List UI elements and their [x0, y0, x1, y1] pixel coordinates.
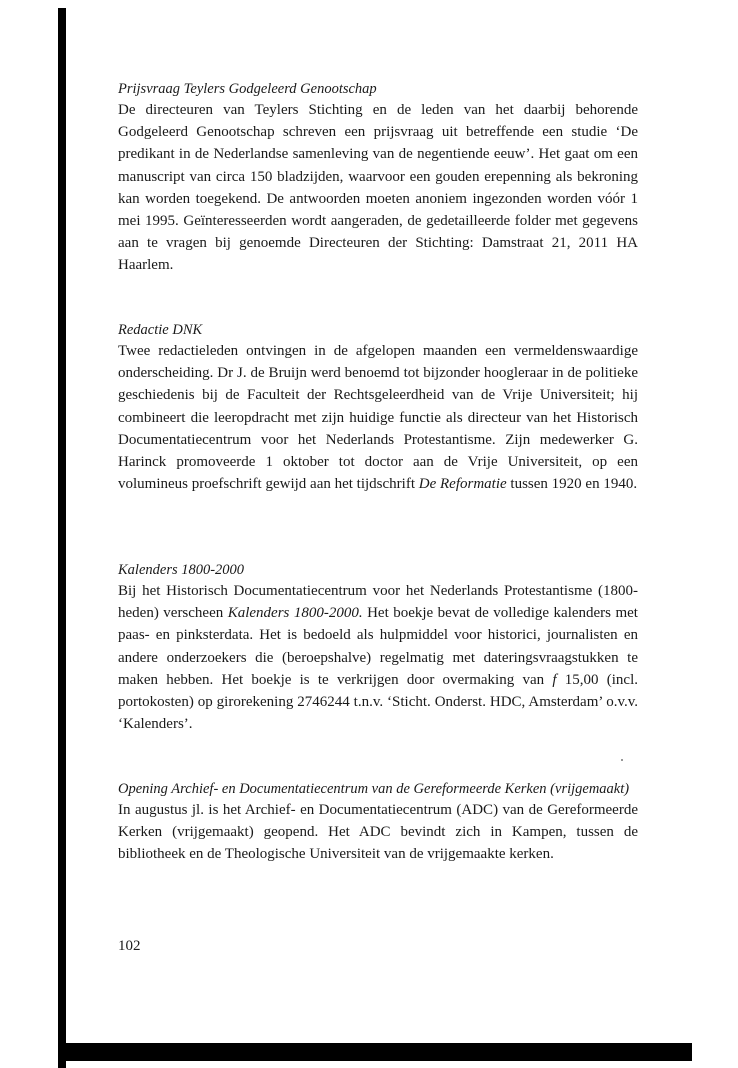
section-heading: Prijsvraag Teylers Godgeleerd Genootschap [118, 81, 377, 97]
body-text: Het boekje bevat de volledige kalenders met paas- en pinksterdata. Het is bedoeld als hulpmiddel voor historici, journalisten en andere onderzoekers die (beroepshalve) regelmatig met dateringsvraagstukken te maken hebben. Het boekje is te verkrijgen door overmaking van [118, 605, 638, 688]
section-prijsvraag [118, 80, 638, 277]
book-title: Kalenders 1800-2000. [227, 605, 363, 622]
speck [621, 759, 623, 761]
journal-title: De Reformatie [418, 476, 507, 493]
section-redactie [118, 321, 638, 495]
section-opening-adc [118, 780, 638, 866]
section-heading: Kalenders 1800-2000 [118, 562, 245, 578]
body-text: tussen 1920 en 1940. [506, 476, 638, 493]
scan-border-bottom [58, 1043, 692, 1061]
section-body [118, 340, 638, 495]
section-kalenders [118, 561, 638, 735]
page-number: 102 [118, 938, 141, 954]
scan-border-left [58, 8, 66, 1068]
body-text: 15,00 (incl. portokosten) op girorekening 2746244 t.n.v. ‘Sticht. Onderst. HDC, Amsterdam’ o.v.v. ‘Kalenders’. [118, 671, 638, 733]
section-body [118, 580, 638, 735]
section-heading: Opening Archief- en Documentatiecentrum van de Gereformeerde Kerken (vrijgemaakt) [118, 781, 630, 797]
body-text: Bij het Historisch Documentatiecentrum voor het Nederlands Protestantisme (1800-heden) verscheen [118, 583, 638, 622]
body-text: Twee redactieleden ontvingen in de afgelopen maanden een vermeldenswaardige onderscheiding. Dr J. de Bruijn werd benoemd tot bijzonder hoogleraar in de politieke geschiedenis bij de Faculteit der Rechtsgeleerdheid van de Vrije Universiteit; hij combineert die leeropdracht met zijn huidige functie als directeur van het Historisch Documentatiecentrum voor het Nederlands Protestantisme. Zijn medewerker G. Harinck promoveerde 1 oktober tot doctor aan de Vrije Universiteit, op een volumineus proefschrift gewijd aan het tijdschrift [118, 343, 638, 493]
florin-sign: f [552, 671, 557, 688]
section-body: De directeuren van Teylers Stichting en de leden van het daarbij behorende Godgeleerd Genootschap schreven een prijsvraag uit betreffende een studie ‘De predikant in de Nederlandse samenleving van de negentiende eeuw’. Het gaat om een manuscript van circa 150 bladzijden, waarvoor een gouden erepenning als bekroning kan worden toegekend. De antwoorden moeten anoniem ingezonden worden vóór 1 mei 1995. Geïnteresseerden wordt aangeraden, de gedetailleerde folder met gegevens aan te vragen bij genoemde Directeuren der Stichting: Damstraat 21, 2011 HA Haarlem. [118, 102, 638, 274]
section-heading: Redactie DNK [118, 322, 203, 338]
section-body: In augustus jl. is het Archief- en Documentatiecentrum (ADC) van de Gereformeerde Kerken (vrijgemaakt) geopend. Het ADC bevindt zich in Kampen, tussen de bibliotheek en de Theologische Universiteit van de vrijgemaakte kerken. [118, 802, 638, 863]
